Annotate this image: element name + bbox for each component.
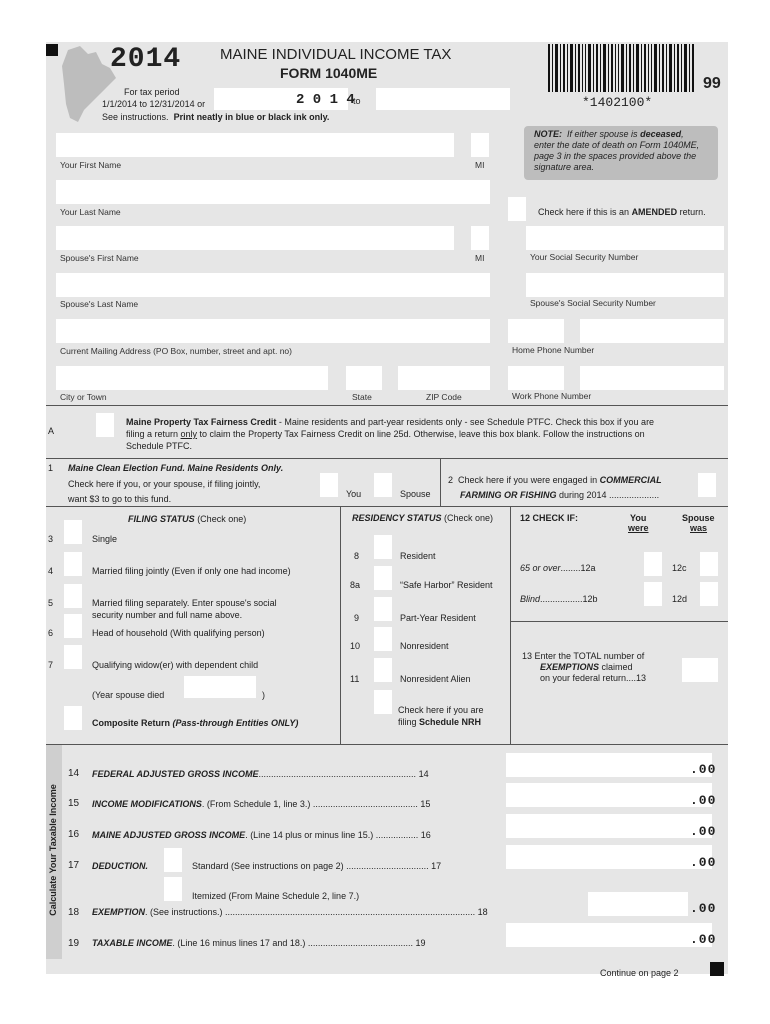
amended-checkbox[interactable] — [508, 197, 526, 221]
line15-amount-field[interactable] — [506, 783, 712, 807]
divider — [510, 506, 511, 744]
line17-rest: Standard (See instructions on page 2) ................................. 17 — [192, 861, 442, 871]
home-phone-number-field[interactable] — [580, 319, 724, 343]
line14-rest: ............................................................... 14 — [258, 769, 429, 779]
spouse-mi-label: MI — [475, 253, 485, 263]
ptfc-checkbox[interactable] — [96, 413, 114, 437]
married-jointly-checkbox[interactable] — [64, 552, 82, 576]
resident-checkbox[interactable] — [374, 535, 392, 559]
tax-period-label: For tax period — [124, 87, 180, 97]
address-label: Current Mailing Address (PO Box, number, street and apt. no) — [60, 346, 292, 356]
residency-title: RESIDENCY STATUS — [352, 513, 442, 523]
note-deceased: deceased — [640, 129, 682, 139]
line18-rest: . (See instructions.) .................................................................................................... 18 — [145, 907, 488, 917]
period-to-label: to — [353, 96, 361, 106]
line15-text — [92, 799, 430, 809]
check12-title: 12 CHECK IF: — [520, 513, 579, 523]
spouse-ssn-label: Spouse's Social Security Number — [530, 298, 656, 308]
check12-you: You — [630, 513, 647, 523]
age-65-label: 65 or over — [520, 563, 561, 573]
line15-rest: . (From Schedule 1, line 3.) .......................................... 15 — [201, 799, 431, 809]
period-year: 2 0 1 4 — [296, 92, 355, 108]
divider — [46, 744, 728, 745]
first-name-field[interactable] — [56, 133, 454, 157]
line18-cents: .00 — [690, 901, 717, 916]
home-phone-area-field[interactable] — [508, 319, 564, 343]
line13-text3: on your federal return....13 — [540, 673, 647, 683]
year-spouse-died-field[interactable] — [184, 676, 256, 698]
age-65-you-checkbox[interactable] — [644, 552, 662, 576]
check12-was: was — [690, 523, 708, 533]
itemized-label: Itemized (From Maine Schedule 2, line 7.) — [192, 891, 360, 901]
filing-sub: (Check one) — [197, 514, 247, 524]
mi-field[interactable] — [471, 133, 489, 157]
ssn-label: Your Social Security Number — [530, 252, 639, 262]
composite-bold: Composite Return — [92, 718, 171, 728]
line1-num: 1 — [48, 463, 54, 473]
age-65-spouse-checkbox[interactable] — [700, 552, 718, 576]
check12-were: were — [628, 523, 649, 533]
married-separately-checkbox[interactable] — [64, 584, 82, 608]
line1-title: Maine Clean Election Fund. Maine Residents Only. — [68, 463, 284, 473]
spouse-last-name-field[interactable] — [56, 273, 490, 297]
line18-title: EXEMPTION — [92, 907, 146, 917]
filing-6-num: 6 — [48, 628, 54, 638]
form-code: 99 — [703, 75, 721, 92]
state-field[interactable] — [346, 366, 382, 390]
nrh-line1: Check here if you are — [398, 705, 484, 715]
ptfc-line2a: filing a return — [126, 429, 181, 439]
filing-6-text: Head of household (With qualifying person) — [92, 628, 265, 638]
divider — [46, 506, 728, 507]
line14-amount-field[interactable] — [506, 753, 712, 777]
nonresident-alien-checkbox[interactable] — [374, 658, 392, 682]
nrh-filing: filing — [398, 717, 417, 727]
line19-amount-field[interactable] — [506, 923, 712, 947]
filing-4-num: 4 — [48, 566, 54, 576]
line19-title: TAXABLE INCOME — [92, 938, 173, 948]
res-11-text: Nonresident Alien — [400, 674, 471, 684]
line2-text1: Check here if you were engaged in — [458, 475, 598, 485]
line2-bold2: FARMING OR FISHING — [460, 490, 557, 500]
ptfc-line2u: only — [180, 429, 198, 439]
filing-5-num: 5 — [48, 598, 54, 608]
line15-title: INCOME MODIFICATIONS — [92, 799, 202, 809]
work-phone-label: Work Phone Number — [512, 391, 592, 401]
res-11-num: 11 — [350, 674, 360, 684]
divider — [46, 458, 728, 459]
line13-text1: 13 Enter the TOTAL number of — [522, 651, 645, 661]
form-number: FORM 1040ME — [280, 65, 378, 81]
deceased-note: NOTE: If either spouse is deceased, enter the date of death on Form 1040ME, page 3 in the spaces provided above the signature area. — [524, 126, 718, 180]
single-checkbox[interactable] — [64, 520, 82, 544]
res-8-num: 8 — [354, 551, 360, 561]
line19-cents: .00 — [690, 932, 717, 947]
line2-num: 2 — [448, 475, 454, 485]
line16-num: 16 — [68, 829, 80, 840]
instructions-note — [102, 112, 329, 122]
line18-amount-field[interactable] — [588, 892, 688, 916]
blind-row — [520, 594, 598, 604]
commercial-farming-checkbox[interactable] — [698, 473, 716, 497]
line19-rest: . (Line 16 minus lines 17 and 18.) .......................................... 19 — [172, 938, 426, 948]
line13-text2: claimed — [601, 662, 633, 672]
line19-text — [92, 938, 425, 948]
safe-harbor-checkbox[interactable] — [374, 566, 392, 590]
divider — [46, 405, 728, 406]
last-name-label: Your Last Name — [60, 207, 121, 217]
line17-cents: .00 — [690, 855, 717, 870]
address-field[interactable] — [56, 319, 490, 343]
line15-cents: .00 — [690, 793, 717, 808]
exemptions-count-field[interactable] — [682, 658, 718, 682]
line16-text — [92, 830, 431, 840]
divider — [440, 458, 441, 506]
note-text2: enter the date of death on Form 1040ME, — [534, 140, 700, 150]
line1-text1: Check here if you, or your spouse, if filing jointly, — [68, 479, 261, 489]
filing-7-num: 7 — [48, 660, 54, 670]
line2-bold1: COMMERCIAL — [599, 475, 662, 485]
res-8a-text: “Safe Harbor” Resident — [400, 580, 493, 590]
city-field[interactable] — [56, 366, 328, 390]
line1-spouse-label: Spouse — [400, 489, 431, 499]
part-year-resident-checkbox[interactable] — [374, 597, 392, 621]
nrh-bold: Schedule NRH — [419, 717, 482, 727]
instructions-text: See instructions. — [102, 112, 169, 122]
ptfc-line3: Schedule PTFC. — [126, 441, 193, 451]
filing-status-title — [128, 514, 246, 524]
line16-title: MAINE ADJUSTED GROSS INCOME — [92, 830, 246, 840]
qualifying-widow-checkbox[interactable] — [64, 645, 82, 669]
check12-spouse: Spouse — [682, 513, 715, 523]
barcode-text: *1402100* — [582, 95, 653, 110]
divider — [510, 621, 728, 622]
filing-5-text2: security number and full name above. — [92, 610, 243, 620]
ptfc-line2b: to claim the Property Tax Fairness Credit on line 25d. Otherwise, leave this box blank. Follow the instructions on — [197, 429, 645, 439]
print-note: Print neatly in blue or black ink only. — [173, 112, 330, 122]
amended-prefix: Check here if this is an — [538, 207, 630, 217]
res-10-text: Nonresident — [400, 641, 449, 651]
res-8-text: Resident — [400, 551, 436, 561]
amended-bold: AMENDED — [631, 207, 678, 217]
note-lead: NOTE: — [534, 129, 562, 139]
line17-amount-field[interactable] — [506, 845, 712, 869]
line16-rest: . (Line 14 plus or minus line 15.) ................. 16 — [245, 830, 431, 840]
line17-num: 17 — [68, 860, 80, 871]
residency-status-title — [352, 513, 493, 523]
tax-period-range: 1/1/2014 to 12/31/2014 or — [102, 99, 206, 109]
spouse-ssn-field[interactable] — [526, 273, 724, 297]
form-title: MAINE INDIVIDUAL INCOME TAX — [220, 46, 452, 63]
work-phone-number-field[interactable] — [580, 366, 724, 390]
continue-note: Continue on page 2 — [600, 968, 679, 978]
work-phone-area-field[interactable] — [508, 366, 564, 390]
line14-text — [92, 769, 429, 779]
res-8a-num: 8a — [350, 580, 361, 590]
blind-label: Blind — [520, 594, 541, 604]
divider — [340, 506, 341, 744]
line2-text — [448, 473, 662, 503]
line18-text — [92, 907, 488, 917]
line14-title: FEDERAL ADJUSTED GROSS INCOME — [92, 769, 259, 779]
nrh-line2 — [398, 717, 481, 727]
spouse-first-name-field[interactable] — [56, 226, 454, 250]
head-of-household-checkbox[interactable] — [64, 614, 82, 638]
residency-sub: (Check one) — [444, 513, 494, 523]
home-phone-label: Home Phone Number — [512, 345, 595, 355]
registration-mark — [46, 44, 58, 56]
line1-text2: want $3 to go to this fund. — [68, 494, 172, 504]
mi-label: MI — [475, 160, 485, 170]
filing-7-text: Qualifying widow(er) with dependent child — [92, 660, 259, 670]
year-spouse-died-close: ) — [262, 690, 265, 700]
ptfc-title: Maine Property Tax Fairness Credit — [126, 417, 277, 427]
line14-num: 14 — [68, 768, 80, 779]
line15-num: 15 — [68, 798, 80, 809]
filing-3-text: Single — [92, 534, 118, 544]
standard-deduction-checkbox[interactable] — [164, 848, 182, 872]
amended-suffix: return. — [679, 207, 706, 217]
spouse-last-name-label: Spouse's Last Name — [60, 299, 139, 309]
line1-you-label: You — [346, 489, 362, 499]
line13-text — [522, 651, 646, 684]
line16-cents: .00 — [690, 824, 717, 839]
filing-title: FILING STATUS — [128, 514, 195, 524]
zip-field[interactable] — [398, 366, 490, 390]
ptfc-line1: - Maine residents and part-year residents only - see Schedule PTFC. Check this box if you are — [276, 417, 655, 427]
age-65-spouse-code: 12c — [672, 563, 687, 573]
barcode — [548, 44, 696, 92]
line18-num: 18 — [68, 907, 80, 918]
res-9-num: 9 — [354, 613, 360, 623]
registration-mark — [710, 962, 724, 976]
filing-5-text: Married filing separately. Enter spouse's social — [92, 598, 277, 608]
year-spouse-died-label: (Year spouse died — [92, 690, 165, 700]
line16-amount-field[interactable] — [506, 814, 712, 838]
blind-spouse-code: 12d — [672, 594, 688, 604]
amended-label — [538, 207, 706, 217]
res-10-num: 10 — [350, 641, 361, 651]
nonresident-checkbox[interactable] — [374, 627, 392, 651]
spouse-first-name-label: Spouse's First Name — [60, 253, 139, 263]
last-name-field[interactable] — [56, 180, 490, 204]
filing-3-num: 3 — [48, 534, 54, 544]
note-text3: page 3 in the spaces provided above the — [534, 151, 697, 161]
section-a-letter: A — [48, 426, 55, 436]
age-65-row — [520, 563, 596, 573]
city-label: City or Town — [60, 392, 107, 402]
clean-election-you-checkbox[interactable] — [320, 473, 338, 497]
income-side-label: Calculate Your Taxable Income — [48, 784, 58, 916]
blind-dots: .................12b — [540, 594, 598, 604]
res-9-text: Part-Year Resident — [400, 613, 476, 623]
tax-year: 2014 — [110, 44, 182, 75]
spouse-mi-field[interactable] — [471, 226, 489, 250]
composite-italic: (Pass-through Entities ONLY) — [172, 718, 299, 728]
clean-election-spouse-checkbox[interactable] — [374, 473, 392, 497]
age-65-dots: ........12a — [560, 563, 596, 573]
note-text4: signature area. — [534, 162, 595, 172]
blind-you-checkbox[interactable] — [644, 582, 662, 606]
line13-bold: EXEMPTIONS — [540, 662, 600, 672]
line2-text2: during 2014 .................... — [559, 490, 660, 500]
note-text1: If either spouse is — [567, 129, 638, 139]
ssn-field[interactable] — [526, 226, 724, 250]
line17-title: DEDUCTION. — [92, 861, 148, 871]
state-label: State — [352, 392, 372, 402]
section-a-text — [126, 416, 654, 452]
zip-label: ZIP Code — [426, 392, 462, 402]
schedule-nrh-checkbox[interactable] — [374, 690, 392, 714]
line19-num: 19 — [68, 938, 80, 949]
composite-return-checkbox[interactable] — [64, 706, 82, 730]
filing-4-text: Married filing jointly (Even if only one had income) — [92, 566, 291, 576]
blind-spouse-checkbox[interactable] — [700, 582, 718, 606]
itemized-deduction-checkbox[interactable] — [164, 877, 182, 901]
composite-return-label — [92, 718, 298, 728]
line14-cents: .00 — [690, 762, 717, 777]
first-name-label: Your First Name — [60, 160, 122, 170]
period-to-field[interactable] — [376, 88, 510, 110]
